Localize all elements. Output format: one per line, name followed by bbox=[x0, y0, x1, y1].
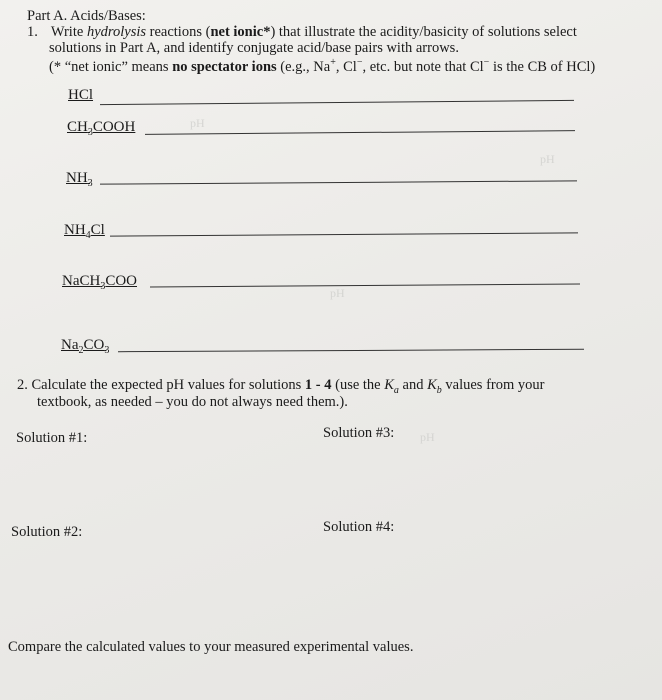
answer-line-nach3coo[interactable] bbox=[150, 283, 580, 287]
answer-line-ch3cooh[interactable] bbox=[145, 130, 575, 135]
part-title: Part A. Acids/Bases: bbox=[27, 8, 146, 24]
compound-ch3cooh: $CH_3COOH$ bbox=[67, 119, 136, 138]
answer-line-na2co3[interactable] bbox=[118, 349, 584, 352]
compare-instruction: Compare the calculated values to your measured experimental values. bbox=[8, 639, 414, 655]
question-2-line-1: 2. Calculate the expected pH values for solutions 1 - 4 (use the $K_a$ and $K_b$ values from your bbox=[17, 377, 545, 396]
question-number: 2. bbox=[17, 377, 28, 393]
question-1-note: (* “net ionic” means no spectator ions (e.g., Na+, Cl−, etc. but note that Cl− is the CB of HCl) bbox=[49, 57, 596, 75]
solution-3-label: Solution #3: bbox=[323, 425, 395, 441]
compound-hcl: HCl bbox=[68, 87, 94, 103]
question-1-line-1: 1. Write hydrolysis reactions (net ionic*) that illustrate the acidity/basicity of solutions select bbox=[27, 24, 577, 40]
solution-1-label: Solution #1: bbox=[16, 430, 88, 446]
bleed-through-text: pH bbox=[190, 116, 205, 130]
question-1-line-2: solutions in Part A, and identify conjugate acid/base pairs with arrows. bbox=[49, 40, 459, 56]
compound-na2co3: $Na_2CO_3$ bbox=[61, 337, 110, 356]
question-2-line-2: textbook, as needed – you do not always need them.). bbox=[37, 394, 348, 410]
question-number: 1. bbox=[27, 24, 38, 40]
bleed-through-text: pH bbox=[330, 286, 345, 300]
solution-2-label: Solution #2: bbox=[11, 524, 83, 540]
answer-line-nh3[interactable] bbox=[100, 180, 577, 184]
compound-nach3coo: NaCH$_3$COO bbox=[62, 273, 137, 292]
bleed-through-text: pH bbox=[420, 430, 435, 444]
compound-nh4cl: $NH_4Cl$ bbox=[64, 222, 105, 241]
compound-nh3: $NH_3$ bbox=[66, 170, 93, 189]
answer-line-hcl[interactable] bbox=[100, 100, 574, 105]
bleed-through-text: pH bbox=[540, 152, 555, 166]
answer-line-nh4cl[interactable] bbox=[110, 232, 578, 236]
solution-4-label: Solution #4: bbox=[323, 519, 395, 535]
